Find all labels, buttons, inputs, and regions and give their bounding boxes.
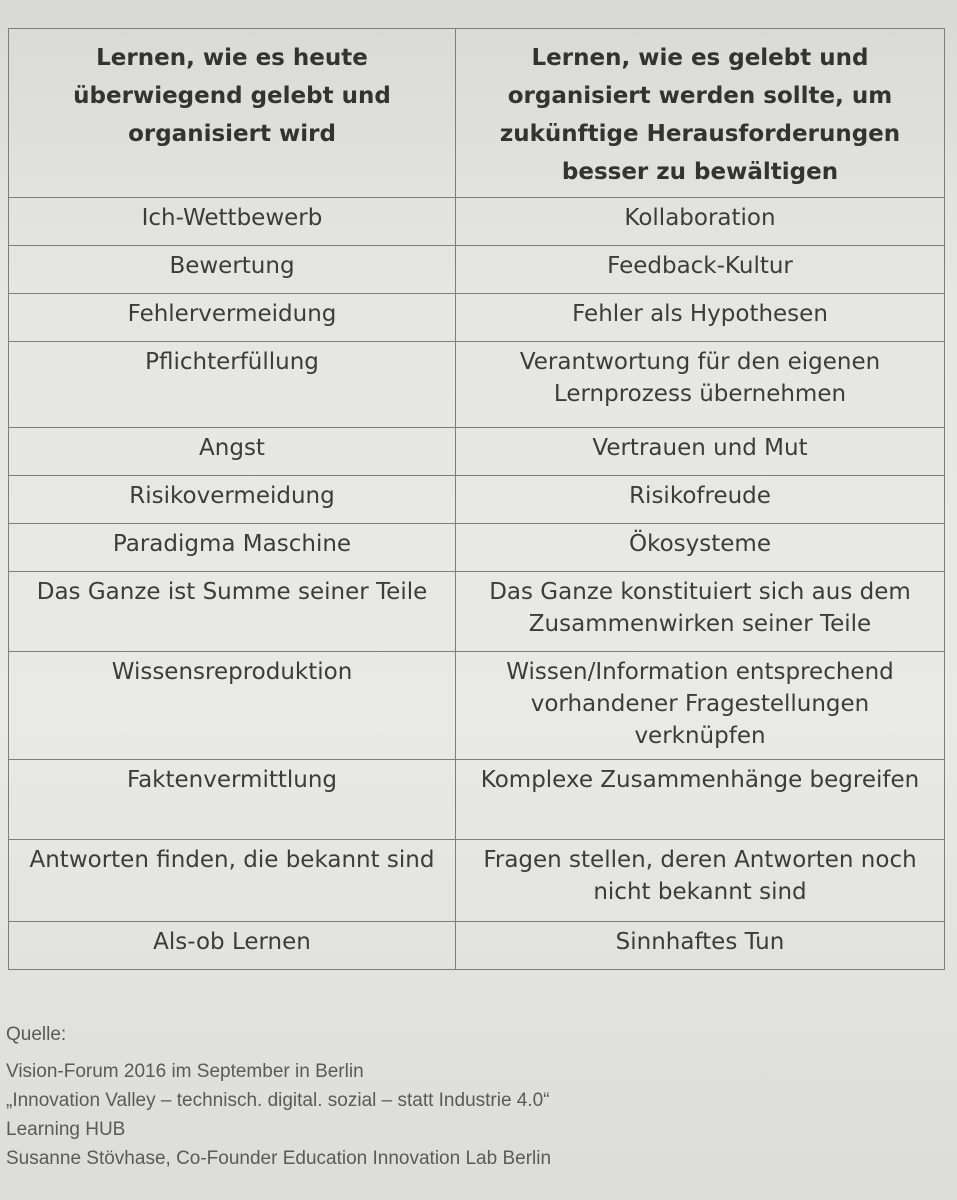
header-future-learning: Lernen, wie es gelebt und organisiert werden sollte, um zukünftige Herausforderungen besser zu bewältigen xyxy=(456,29,945,198)
header-current-learning: Lernen, wie es heute überwiegend gelebt und organisiert wird xyxy=(9,29,456,198)
cell-future: Risikofreude xyxy=(456,476,945,524)
table-row xyxy=(9,652,945,760)
cell-current: Fehlervermeidung xyxy=(9,294,456,342)
cell-future: Verantwortung für den eigenen Lernprozess übernehmen xyxy=(456,342,945,428)
cell-current: Faktenvermittlung xyxy=(9,760,456,840)
table-row xyxy=(9,476,945,524)
table-row xyxy=(9,524,945,572)
cell-future: Fragen stellen, deren Antworten noch nicht bekannt sind xyxy=(456,840,945,922)
cell-future: Das Ganze konstituiert sich aus dem Zusammenwirken seiner Teile xyxy=(456,572,945,652)
source-line: „Innovation Valley – technisch. digital. sozial – statt Industrie 4.0“ xyxy=(6,1090,550,1111)
cell-future: Vertrauen und Mut xyxy=(456,428,945,476)
cell-current: Antworten finden, die bekannt sind xyxy=(9,840,456,922)
source-heading: Quelle: xyxy=(6,1024,67,1045)
cell-future: Sinnhaftes Tun xyxy=(456,922,945,970)
cell-future: Komplexe Zusammenhänge begreifen xyxy=(456,760,945,840)
cell-current: Wissensreproduktion xyxy=(9,652,456,760)
table-header-row xyxy=(9,29,945,198)
table-row xyxy=(9,760,945,840)
cell-current: Ich-Wettbewerb xyxy=(9,198,456,246)
cell-future: Kollaboration xyxy=(456,198,945,246)
table-row xyxy=(9,572,945,652)
table-row xyxy=(9,246,945,294)
table-row xyxy=(9,840,945,922)
cell-current: Paradigma Maschine xyxy=(9,524,456,572)
cell-future: Feedback-Kultur xyxy=(456,246,945,294)
table-row xyxy=(9,922,945,970)
cell-future: Wissen/Information entsprechend vorhandener Fragestellungen verknüpfen xyxy=(456,652,945,760)
table-row xyxy=(9,428,945,476)
source-line: Vision-Forum 2016 im September in Berlin xyxy=(6,1061,364,1082)
table-row xyxy=(9,198,945,246)
cell-current: Bewertung xyxy=(9,246,456,294)
cell-current: Pflichterfüllung xyxy=(9,342,456,428)
comparison-table xyxy=(8,28,945,970)
table-row xyxy=(9,342,945,428)
source-line: Susanne Stövhase, Co-Founder Education Innovation Lab Berlin xyxy=(6,1148,552,1169)
cell-current: Angst xyxy=(9,428,456,476)
cell-future: Ökosysteme xyxy=(456,524,945,572)
cell-future: Fehler als Hypothesen xyxy=(456,294,945,342)
cell-current: Das Ganze ist Summe seiner Teile xyxy=(9,572,456,652)
cell-current: Als-ob Lernen xyxy=(9,922,456,970)
source-citation xyxy=(6,1020,551,1173)
table-row xyxy=(9,294,945,342)
cell-current: Risikovermeidung xyxy=(9,476,456,524)
source-line: Learning HUB xyxy=(6,1119,126,1140)
